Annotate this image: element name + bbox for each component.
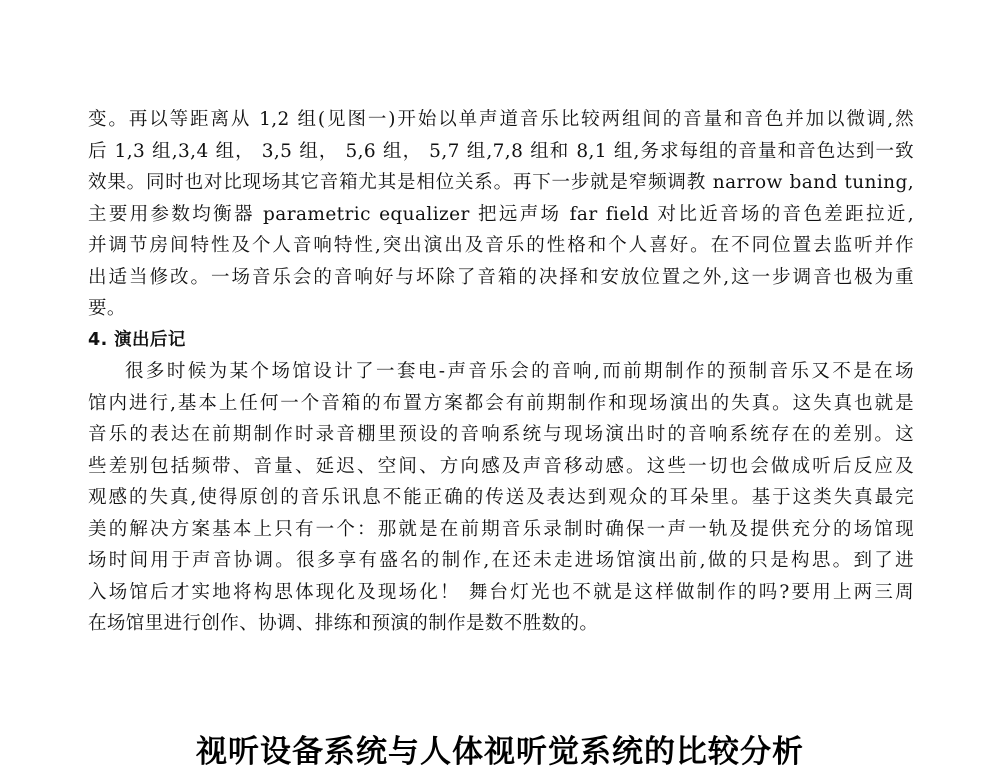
article-body — [88, 104, 914, 640]
paragraph-line: 变。再以等距离从 1,2 组(见图一)开始以单声道音乐比较两组间的音量和音色并加以微调,然 — [88, 109, 914, 130]
paragraph-line: 些差别包括频带、音量、延迟、空间、方向感及声音移动感。这些一切也会做成听后反应及 — [88, 455, 914, 477]
paragraph-line: 很多时候为某个场馆设计了一套电-声音乐会的音响,而前期制作的预制音乐又不是在场 — [125, 361, 914, 382]
paragraph-line: 观感的失真,使得原创的音乐讯息不能正确的传送及表达到观众的耳朵里。基于这类失真最完 — [88, 487, 914, 508]
paragraph-line: 馆内进行,基本上任何一个音箱的布置方案都会有前期制作和现场演出的失真。这失真也就是 — [88, 392, 914, 414]
paragraph-line: 音乐的表达在前期制作时录音棚里预设的音响系统与现场演出时的音响系统存在的差别。这 — [88, 424, 914, 445]
paragraph-line: 美的解决方案基本上只有一个：那就是在前期音乐录制时确保一声一轨及提供充分的场馆现 — [88, 518, 914, 540]
section-3-tail — [88, 104, 914, 325]
paragraph-line: 并调节房间特性及个人音响特性,突出演出及音乐的性格和个人喜好。在不同位置去监听并作 — [88, 235, 914, 256]
paragraph-line: 效果。同时也对比现场其它音箱尤其是相位关系。再下一步就是窄频调教 narrow band tuning, — [88, 172, 914, 193]
section-4-heading: 4. 演出后记 — [88, 329, 186, 350]
paragraph-line: 场时间用于声音协调。很多享有盛名的制作,在还未走进场馆演出前,做的只是构思。到了进 — [88, 550, 914, 571]
paragraph-line: 出适当修改。一场音乐会的音响好与坏除了音箱的决择和安放位置之外,这一步调音也极为重 — [88, 266, 914, 288]
section-4-paragraph — [88, 356, 914, 640]
paragraph-line: 在场馆里进行创作、协调、排练和预演的制作是数不胜数的。 — [88, 613, 599, 634]
paragraph-line: 主要用参数均衡器 parametric equalizer 把远声场 far field 对比近音场的音色差距拉近, — [88, 203, 914, 225]
next-article-title: 视听设备系统与人体视听觉系统的比较分析 — [196, 734, 804, 770]
paragraph-line: 要。 — [88, 298, 126, 319]
paragraph-line: 入场馆后才实地将构思体现化及现场化！ 舞台灯光也不就是这样做制作的吗?要用上两三周 — [88, 581, 914, 603]
paragraph-line: 后 1,3 组,3,4 组， 3,5 组， 5,6 组， 5,7 组,7,8 组和 8,1 组,务求每组的音量和音色达到一致 — [88, 140, 914, 162]
